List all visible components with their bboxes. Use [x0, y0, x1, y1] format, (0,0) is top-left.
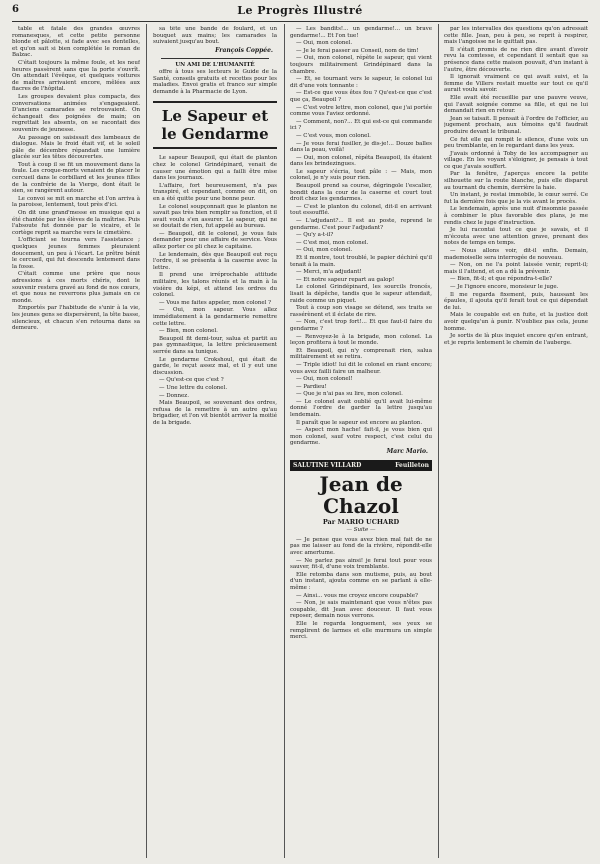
- feuilleton-label: SALUTINE VILLARD: [293, 461, 362, 469]
- paragraph: — Pardieu!: [296, 383, 327, 390]
- paragraph: Et Beaupoil, qui n'y comprenait rien, salua militairement et se retira.: [290, 347, 432, 361]
- paragraph: Ce fut elle qui rompit le silence, d'une voix un peu tremblante, en le regardant dans les yeux.: [444, 136, 588, 150]
- newspaper-title: Le Progrès Illustré: [237, 4, 363, 17]
- paragraph: — C'est vous, mon colonel.: [296, 132, 371, 139]
- paragraph: C'était toujours la même foule, et les neuf heures passèrent sans que la porte s'ouvrît. On attendait l'évêque, et quelques voitures de maîtres arrivaient encore, mêlées aux fiacres de l'hôpital.: [12, 59, 140, 93]
- column-divider: [146, 24, 147, 858]
- paragraph: — Qu'y a-t-il?: [296, 232, 334, 239]
- paragraph: Le convoi se mit en marche et l'on arriva à la paroisse, lentement, tout près d'ici.: [12, 195, 140, 209]
- paragraph: — Comment, non?... Et qui est-ce qui commande ici ?: [290, 118, 432, 132]
- page-number: 6: [12, 4, 19, 15]
- paragraph: — Aspect mon hache! fait-il, je vous bien qui mon colonel, sauf votre respect, c'est celui du gendarme.: [290, 427, 432, 447]
- paragraph: — Les bandits!... un gendarme!... un brave gendarme!... Et l'on tue!: [290, 26, 432, 39]
- paragraph: — Une lettre du colonel.: [159, 384, 228, 391]
- page-header: [12, 4, 588, 20]
- paragraph: — Bien, mon colonel.: [159, 328, 218, 335]
- paragraph: Tout à coup il se fit un mouvement dans la foule. Les croque-morts venaient de placer le cercueil dans le corbillard et les jeunes filles de la confrérie de la Vierge, dont était le sien, se rangèrent autour.: [12, 161, 140, 195]
- column-3: [290, 26, 432, 856]
- paragraph: — Vous me faites appeler, mon colonel ?: [159, 299, 272, 306]
- paragraph: — Le colonel avait oublié qu'il avait lui-même donné l'ordre de garder la lettre jusqu'au lendemain.: [290, 398, 432, 419]
- paragraph: L'affaire, fort heureusement, n'a pas transpiré, et cependant, comme on dit, on en a été quitte pour une bonne peur.: [153, 182, 277, 202]
- notice-title: UN AMI DE L'HUMANITÉ: [175, 62, 255, 69]
- paragraph: — Non, c'est trop fort!... Et que faut-il faire du gendarme ?: [290, 319, 432, 332]
- paragraph: par les intervalles des questions qu'on adressait cette fille. Jean, peu à peu, se reprit à respirer, mais l'angoisse ne le quittait pas.: [444, 26, 588, 46]
- feuilleton-banner: [290, 460, 432, 471]
- paragraph: — Que je n'ai pas su lire, mon colonel.: [296, 391, 403, 398]
- novel-title: Jean de Chazol: [319, 471, 403, 518]
- paragraph: Le colonel soupçonnait que le planton ne savait pas très bien remplir sa fonction, et il avait voulu s'en assurer. Le sapeur, qui ne se doutait de rien, fut appelé au bureau.: [153, 203, 277, 230]
- paragraph: — Triple idiot! lui dit le colonel en riant encore; vous avez failli faire un malheur.: [290, 361, 432, 375]
- paragraph: — Ainsi... vous me croyez encore coupable?: [296, 592, 418, 599]
- paragraph: Elle le regarda longuement, ses yeux se remplirent de larmes et elle murmura un simple merci.: [290, 620, 432, 641]
- paragraph: — Et, se tournant vers le sapeur, le colonel lui dit d'une voix tonnante :: [290, 76, 432, 89]
- feuilleton-tag: Feuilleton: [395, 461, 429, 469]
- paragraph: — Donnez.: [159, 392, 189, 399]
- paragraph: Il prend une irréprochable attitude militaire, les talons réunis et la main à la visière du képi, et attend les ordres du colonel.: [153, 272, 277, 299]
- paragraph: Il ignorait vraiment ce qui avait suivi, et la femme de Villers restait muette sur tout ce qu'il aurait voulu savoir.: [444, 74, 588, 94]
- header-rule: [12, 21, 588, 22]
- paragraph: — Non, je sais maintenant que vous n'êtes pas coupable, dit Jean avec douceur. Il faut vous reposer, demain nous verrons.: [290, 600, 432, 620]
- paragraph: Le gendarme Crokshoul, qui était de garde, le reçut assez mal, et il y eut une discussion.: [153, 356, 277, 376]
- paragraph: — Est-ce que vous êtes fou ? Qu'est-ce que c'est que ça, Beaupoil ?: [290, 90, 432, 103]
- paragraph: Tout à coup son visage se détend, ses traits se rassérènent et il éclate de rire.: [290, 305, 432, 318]
- story-title: Le Sapeur et le Gendarme: [153, 101, 277, 149]
- paragraph: Par la fenêtre, j'aperçus encore la petite silhouette sur la route blanche, puis elle disparut au tournant du chemin, derrière la haie.: [444, 171, 588, 191]
- paragraph: sa tête une bande de foulard, et un bouquet aux mains; les camarades la suivaient jusqu'au bout.: [153, 26, 277, 46]
- paragraph: Je sortis de là plus inquiet encore qu'en entrant, et je repris lentement le chemin de l'auberge.: [444, 333, 588, 346]
- novel-author: Par MARIO UCHARD: [322, 517, 400, 526]
- paragraph: Le lendemain, après une nuit d'insomnie passée à combiner le plus favorable des plans, je me rendis chez le juge d'instruction.: [444, 206, 588, 226]
- paragraph: Le sapeur s'écria, tout pâle : — Mais, mon colonel, je n'y suis pour rien.: [290, 168, 432, 182]
- paragraph: Au passage on saisissait des lambeaux de dialogue. Mais le froid était vif, et le soleil pâle de décembre répandait une lumière glacée sur les têtes découvertes.: [12, 134, 140, 161]
- column-1: [12, 26, 140, 856]
- paragraph: Beaupoil prend sa course, dégringole l'escalier, bondit dans la cour de la caserne et court tout droit chez les gendarmes.: [290, 183, 432, 203]
- author-signature: François Coppée.: [215, 46, 273, 54]
- paragraph: — Et notre sapeur repart au galop!: [296, 276, 395, 283]
- column-4: [444, 26, 588, 856]
- paragraph: Jean se taisait. Il pensait à l'ordre de l'officier, au jugement prochain, aux témoins qu'il faudrait produire devant le tribunal.: [444, 115, 588, 135]
- paragraph: Le colonel Grindépinard, les sourcils froncés, lisait la dépêche, tandis que le sapeur attendait, raide comme un piquet.: [290, 284, 432, 304]
- paragraph: Emportés par l'habitude de s'unir à la vie, les jeunes gens se dispersèrent, la tête basse, silencieux, et chacun s'en retourna dans sa demeure.: [12, 305, 140, 332]
- paragraph: — Je vous ferai fusiller, je dis-je!... Douze balles dans la peau, voilà!: [290, 140, 432, 154]
- paragraph: — Oui, mon sapeur. Vous allez immédiatement à la gendarmerie remettre cette lettre.: [153, 307, 277, 327]
- paragraph: — Je pense que vous avez bien mal fait de ne pas me laisser au fond de la rivière, répondit-elle avec amertume.: [290, 536, 432, 556]
- paragraph: — Je l'ignore encore, monsieur le juge.: [450, 283, 559, 290]
- paragraph: — Ne parlez pas ainsi! je ferai tout pour vous sauver, fit-il, d'une voix tremblante.: [290, 557, 432, 571]
- section-rule: [161, 58, 269, 59]
- column-divider: [438, 24, 439, 858]
- paragraph: — C'est moi, mon colonel.: [296, 239, 369, 246]
- paragraph: — Renvoyez-le à la brigade, mon colonel. La leçon profitera à tout le monde.: [290, 333, 432, 347]
- paragraph: Elle retomba dans son mutisme, puis, au bout d'un instant, ajouta comme en se parlant à elle-même :: [290, 571, 432, 591]
- paragraph: Le sapeur Beaupoil, qui était de planton chez le colonel Grindépinard, venait de causer une émotion qui a failli être mise dans les journaux.: [153, 155, 277, 182]
- paragraph: Un instant, je restai immobile, le cœur serré. Ce fut la dernière fois que je la vis avant le procès.: [444, 192, 588, 205]
- paragraph: Et il montre, tout troublé, le papier déchiré qu'il tenait à la main.: [290, 255, 432, 268]
- paragraph: — Oui, mon colonel.: [296, 40, 353, 47]
- paragraph: Il s'était promis de ne rien dire avant d'avoir revu la comtesse, et cependant il sentait que sa présence dans cette maison pouvait, d'un instant à l'autre, être découverte.: [444, 46, 588, 73]
- paragraph: Mais Beaupoil, se souvenant des ordres, refusa de la remettre à un autre qu'au brigadier, et l'on vit bientôt arriver la moitié de la brigade.: [153, 400, 277, 426]
- paragraph: — Oui, mon colonel, répéta Beaupoil, ils étaient dans les brindezingues.: [290, 154, 432, 168]
- novel-part: — Suite —: [346, 527, 376, 534]
- paragraph: Le lendemain, dès que Beaupoil eut reçu l'ordre, il se présenta à la caserne avec la lettre.: [153, 251, 277, 271]
- paragraph: Il me regarda fixement, puis, haussant les épaules, il ajouta qu'il ferait tout ce qui dépendait de lui.: [444, 291, 588, 311]
- paragraph: — Nous allons voir, dit-il enfin. Demain, mademoiselle sera interrogée de nouveau.: [444, 248, 588, 261]
- paragraph: Je lui racontai tout ce que je savais, et il m'écouta avec une attention grave, prenant des notes de temps en temps.: [444, 227, 588, 247]
- paragraph: — C'est le planton du colonel, dit-il en arrivant tout essoufflé.: [290, 203, 432, 217]
- paragraph: — Non, on ne l'a point laissée venir, reprit-il; mais il l'attend, et on a dû la prévenir.: [444, 262, 588, 275]
- author-signature: Marc Mario.: [386, 448, 428, 456]
- paragraph: — Beaupoil, dit le colonel, je vous fais demander pour une affaire de service. Vous allez porter ce pli chez le capitaine.: [153, 230, 277, 251]
- paragraph: — Oui, mon colonel, répète le sapeur, qui vient toujours militairement Grindépinard dans la chambre.: [290, 55, 432, 75]
- paragraph: Elle avait été recueillie par une pauvre veuve, qui l'avait soignée comme sa fille, et qui ne lui demandait rien en retour.: [444, 94, 588, 115]
- column-divider: [284, 24, 285, 858]
- paragraph: table et fatale des grandes œuvres romanesques, et cette petite personne blonde et pâlotte, si fade avec ses dentelles, et qu'on sait si bien complétée le roman de Balzac.: [12, 26, 140, 59]
- paragraph: — Bien, fit-il; et que répondra-t-elle?: [450, 276, 553, 283]
- paragraph: J'avais ordonné à Toby de les accompagner au village. En les voyant s'éloigner, je pensais à tout ce que j'avais souffert.: [444, 150, 588, 170]
- paragraph: On dit une grand'messe en musique qui a été chantée par les élèves de la maîtrise. Puis l'absoute fut donnée par le vicaire, et le cortège reprit sa marche vers le cimetière.: [12, 210, 140, 236]
- paragraph: — L'adjudant?... Il est au poste, reprend le gendarme. C'est pour l'adjudant?: [290, 218, 432, 231]
- paragraph: Les groupes devaient plus compacts, des conversations animées s'engageaient. D'anciens camarades se retrouvaient. On échangeait des poignées de main; on regrettait les absents, on se racontait des souvenirs de jeunesse.: [12, 93, 140, 133]
- paragraph: — Oui, mon colonel!: [296, 376, 353, 383]
- paragraph: — C'est votre lettre, mon colonel, que j'ai portée comme vous l'aviez ordonné.: [290, 104, 432, 118]
- paragraph: — Je le ferai passer au Conseil, nom de tim!: [296, 47, 419, 54]
- paragraph: — Merci, m'a adjudant!: [296, 269, 362, 276]
- paragraph: Il paraît que le sapeur est encore au planton.: [296, 419, 423, 426]
- notice-text: offre à tous ses lecteurs le Guide de la Santé, conseils gratuits et recettes pour les maladies. Envoi gratis et franco sur simple demande à la Pharmacie de Lyon.: [153, 68, 277, 95]
- paragraph: Beaupoil fit demi-tour, salua et partit au pas gymnastique, la lettre précieusement serrée dans sa tunique.: [153, 335, 277, 355]
- paragraph: — Qu'est-ce que c'est ?: [159, 377, 224, 384]
- paragraph: Mais le coupable est en fuite, et la justice doit avoir quelqu'un à punir. N'oubliez pas cela, jeune homme.: [444, 312, 588, 332]
- paragraph: L'officiant se tourna vers l'assistance ; quelques jeunes femmes pleuraient doucement, un peu à l'écart. Le prêtre bénit le cercueil, qui fut descendu lentement dans la fosse.: [12, 237, 140, 270]
- paragraph: C'était comme une prière que nous adressions à ces morts chéris, dont le souvenir restera gravé au fond de nos cœurs, et que nous ne reverrons plus jamais en ce monde.: [12, 271, 140, 304]
- column-2: [153, 26, 277, 856]
- paragraph: — Oui, mon colonel.: [296, 247, 353, 254]
